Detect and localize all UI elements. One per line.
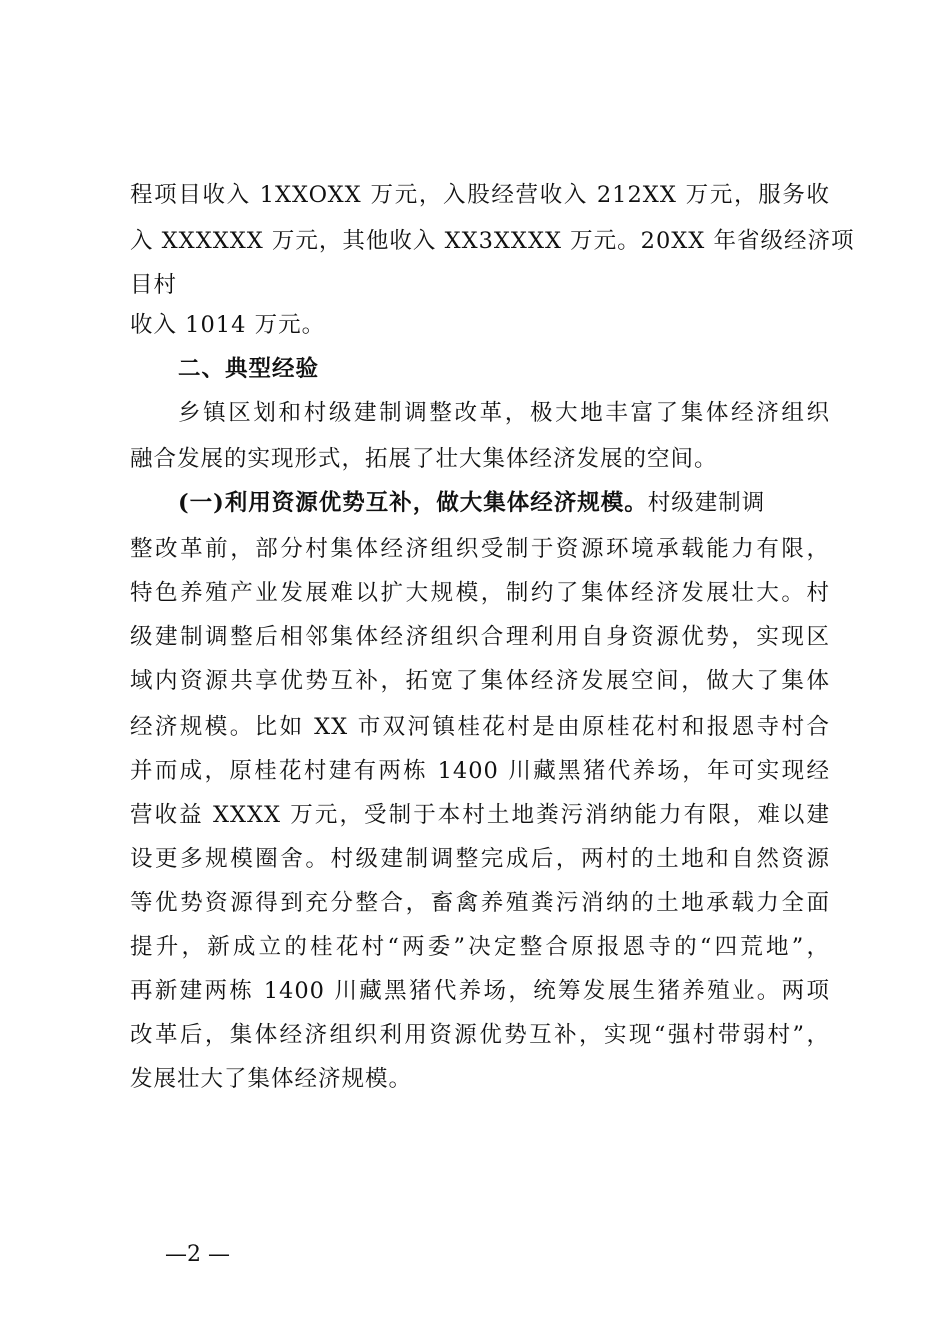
body-line: 乡镇区划和村级建制调整改革，极大地丰富了集体经济组织 (178, 400, 830, 426)
body-line: 等优势资源得到充分整合，畜禽养殖粪污消纳的土地承载力全面 (130, 890, 830, 916)
body-line: 并而成，原桂花村建有两栋 1400 川藏黑猪代养场，年可实现经 (130, 758, 830, 784)
body-line: 级建制调整后相邻集体经济组织合理利用自身资源优势，实现区 (130, 624, 830, 650)
body-line: 改革后，集体经济组织利用资源优势互补，实现“强村带弱村”， (130, 1022, 830, 1048)
subsection-line (178, 488, 830, 518)
body-line: 目村 (130, 272, 178, 298)
body-line: 程项目收入 1XXOXX 万元，入股经营收入 212XX 万元，服务收 (130, 182, 830, 208)
body-line: 融合发展的实现形式，拓展了壮大集体经济发展的空间。 (130, 446, 718, 472)
body-line: 提升，新成立的桂花村“两委”决定整合原报恩寺的“四荒地”， (130, 934, 830, 960)
body-line: 收入 1014 万元。 (130, 312, 326, 338)
body-line: 再新建两栋 1400 川藏黑猪代养场，统筹发展生猪养殖业。两项 (130, 978, 830, 1004)
body-line: 整改革前，部分村集体经济组织受制于资源环境承载能力有限， (130, 536, 830, 562)
body-line: 经济规模。比如 XX 市双河镇桂花村是由原桂花村和报恩寺村合 (130, 714, 830, 740)
body-line: 营收益 XXXX 万元，受制于本村土地粪污消纳能力有限，难以建 (130, 802, 830, 828)
body-line: 特色养殖产业发展难以扩大规模，制约了集体经济发展壮大。村 (130, 580, 830, 606)
page-number: —2 — (165, 1242, 230, 1267)
body-line: 设更多规模圈舍。村级建制调整完成后，两村的土地和自然资源 (130, 846, 830, 872)
body-line: 发展壮大了集体经济规模。 (130, 1066, 413, 1092)
body-text: 村级建制调 (647, 490, 766, 516)
section-heading: 二、典型经验 (178, 356, 320, 382)
body-line: 入 XXXXXX 万元，其他收入 XX3XXXX 万元。20XX 年省级经济项 (130, 228, 855, 254)
body-line: 域内资源共享优势互补，拓宽了集体经济发展空间，做大了集体 (130, 668, 830, 694)
subsection-heading: (一)利用资源优势互补，做大集体经济规模。 (178, 490, 648, 516)
